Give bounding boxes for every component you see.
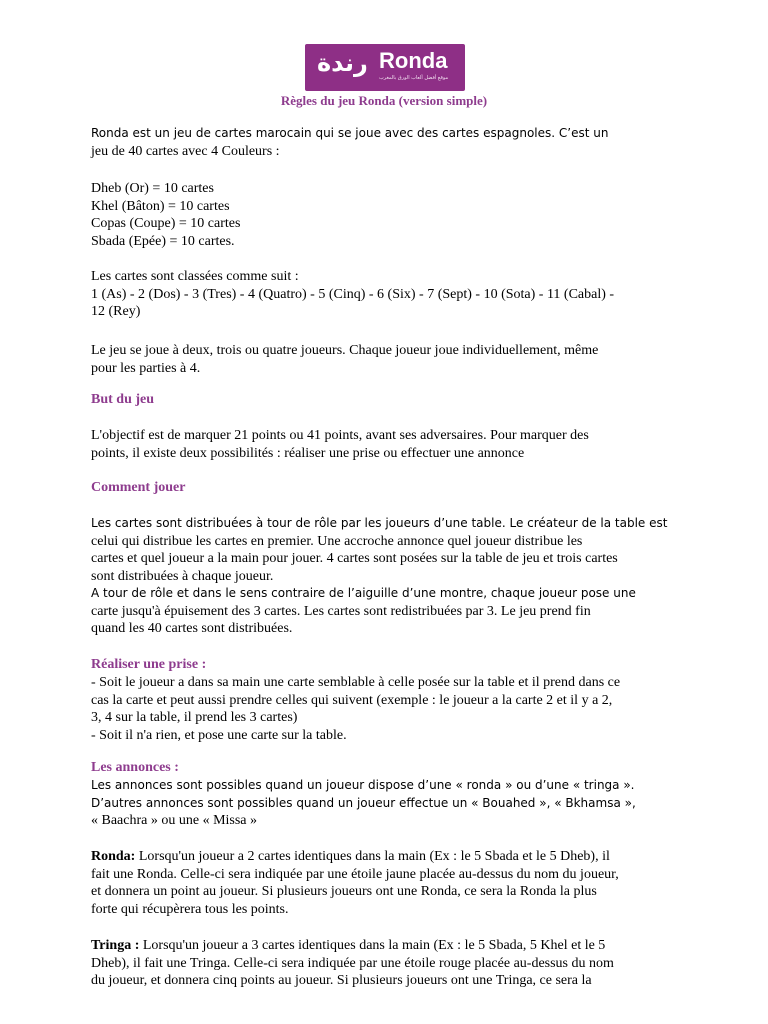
annonces-line: « Baachra » ou une « Missa » [91, 813, 258, 828]
ronda-line-3: et donnera un point au joueur. Si plusieurs joueurs ont une Ronda, ce sera la Ronda la plus [91, 884, 597, 899]
howto-paragraph [91, 515, 681, 638]
ronda-paragraph [91, 848, 681, 918]
ronda-line-4: forte qui récupèrera tous les points. [91, 901, 289, 917]
howto-line: sont distribuées à chaque joueur. [91, 568, 274, 584]
goal-paragraph [91, 427, 681, 462]
ronda-line-2: fait une Ronda. Celle-ci sera indiquée par une étoile jaune placée au-dessus du nom du joueur, [91, 866, 619, 882]
suit-item: Dheb (Or) = 10 cartes [91, 181, 214, 196]
ranking-line-1: Les cartes sont classées comme suit : [91, 269, 299, 284]
players-line-2: pour les parties à 4. [91, 360, 201, 376]
tringa-line-2: Dheb), il fait une Tringa. Celle-ci sera indiquée par une étoile rouge placée au-dessus du nom [91, 955, 614, 971]
tringa-line-3: du joueur, et donnera cinq points au joueur. Si plusieurs joueurs ont une Tringa, ce sera la [91, 973, 592, 988]
annonces-paragraph [91, 777, 681, 830]
players-line-1: Le jeu se joue à deux, trois ou quatre joueurs. Chaque joueur joue individuellement, même [91, 343, 599, 358]
annonces-heading: Les annonces : [91, 760, 179, 775]
tringa-paragraph [91, 937, 681, 990]
prise-line: - Soit il n'a rien, et pose une carte sur la table. [91, 727, 347, 743]
tringa-line-1: Lorsqu'un joueur a 3 cartes identiques dans la main (Ex : le 5 Sbada, 5 Khel et le 5 [139, 938, 606, 953]
annonces-line: D’autres annonces sont possibles quand un joueur effectue un « Bouahed », « Bkhamsa », [91, 795, 636, 810]
prise-line: cas la carte et peut aussi prendre celles qui suivent (exemple : le joueur a la carte 2 et il y a 2, [91, 692, 613, 708]
logo-tagline: موقع أفضل ألعاب الورق بالمغرب [379, 75, 449, 81]
ranking-paragraph [91, 268, 681, 321]
intro-line-2: jeu de 40 cartes avec 4 Couleurs : [91, 143, 280, 159]
ronda-line-1: Lorsqu'un joueur a 2 cartes identiques dans la main (Ex : le 5 Sbada et le 5 Dheb), il [135, 849, 610, 864]
prise-paragraph [91, 674, 681, 744]
howto-line: quand les 40 cartes sont distribuées. [91, 621, 293, 636]
suits-list [91, 180, 681, 250]
prise-line: 3, 4 sur la table, il prend les 3 cartes) [91, 710, 298, 725]
howto-line: celui qui distribue les cartes en premier. Une accroche annonce quel joueur distribue les [91, 533, 583, 549]
prise-line: - Soit le joueur a dans sa main une carte semblable à celle posée sur la table et il prend dans ce [91, 675, 621, 690]
logo-arabic-text: رندة [317, 49, 368, 77]
suit-item: Sbada (Epée) = 10 cartes. [91, 233, 235, 249]
ronda-logo [305, 44, 465, 91]
goal-heading: But du jeu [91, 392, 155, 407]
howto-line: A tour de rôle et dans le sens contraire de l’aiguille d’une montre, chaque joueur pose une [91, 586, 636, 600]
intro-paragraph [91, 125, 681, 160]
howto-line: carte jusqu'à épuisement des 3 cartes. Les cartes sont redistribuées par 3. Le jeu prend fin [91, 603, 591, 619]
intro-line-1: Ronda est un jeu de cartes marocain qui se joue avec des cartes espagnoles. C’est un [91, 126, 609, 140]
tringa-term: Tringa : [91, 938, 140, 953]
logo-latin-text: Ronda [379, 48, 448, 73]
ranking-line-2: 1 (As) - 2 (Dos) - 3 (Tres) - 4 (Quatro) - 5 (Cinq) - 6 (Six) - 7 (Sept) - 10 (Sota) - 11 (Cabal) - [91, 286, 615, 302]
annonces-line: Les annonces sont possibles quand un joueur dispose d’une « ronda » ou d’une « tringa ». [91, 778, 635, 792]
ranking-line-3: 12 (Rey) [91, 304, 141, 319]
suit-item: Copas (Coupe) = 10 cartes [91, 216, 241, 231]
prise-heading: Réaliser une prise : [91, 657, 207, 672]
suit-item: Khel (Bâton) = 10 cartes [91, 198, 230, 214]
howto-heading: Comment jouer [91, 480, 186, 495]
howto-line: Les cartes sont distribuées à tour de rôle par les joueurs d’une table. Le créateur de la table est [91, 516, 668, 530]
goal-line-2: points, il existe deux possibilités : réaliser une prise ou effectuer une annonce [91, 445, 525, 461]
page-title: Règles du jeu Ronda (version simple) [280, 93, 488, 108]
howto-line: cartes et quel joueur a la main pour jouer. 4 cartes sont posées sur la table de jeu et trois cartes [91, 551, 618, 566]
goal-line-1: L'objectif est de marquer 21 points ou 41 points, avant ses adversaires. Pour marquer des [91, 428, 589, 443]
players-paragraph [91, 342, 681, 377]
ronda-term: Ronda: [91, 849, 136, 864]
